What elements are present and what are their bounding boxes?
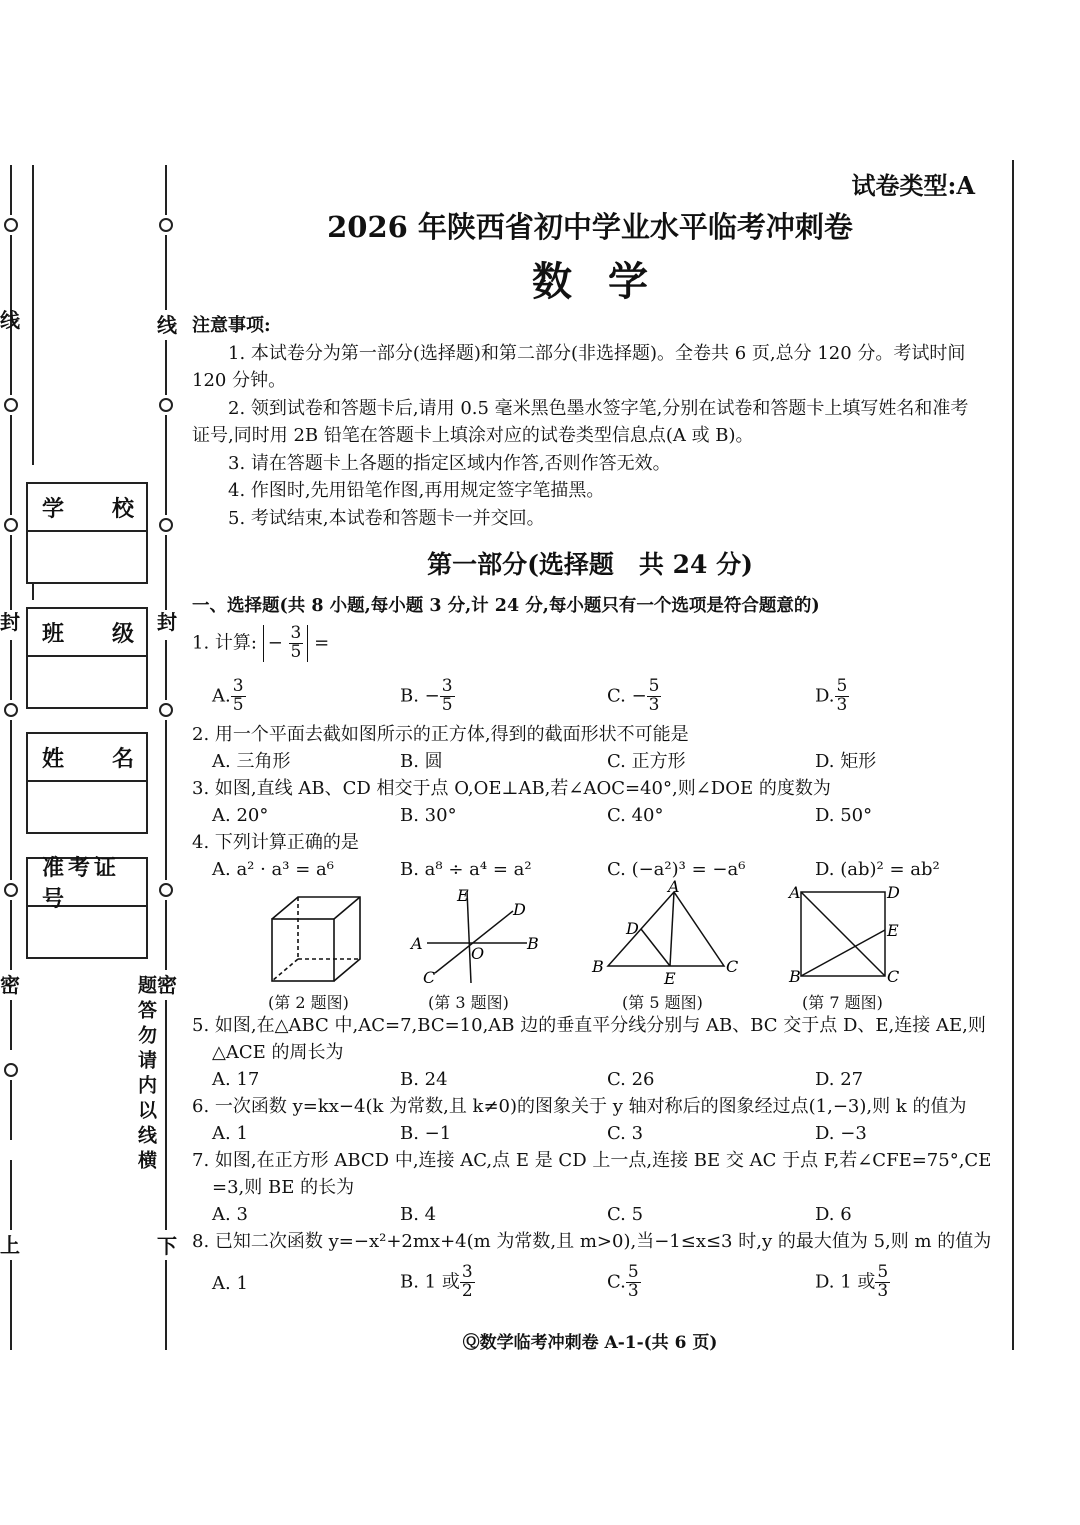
q2-option-d[interactable]: D. 矩形: [815, 751, 877, 772]
q7-option-d[interactable]: D. 6: [815, 1204, 852, 1225]
binding-hole: [159, 703, 173, 717]
q8-option-a[interactable]: A. 1: [212, 1273, 248, 1294]
q1-option-d[interactable]: D. $\frac{5}{3}$: [815, 676, 848, 715]
q3-option-c[interactable]: C. 40°: [607, 805, 664, 826]
q1-minus: −: [267, 632, 283, 654]
fig7-label-A: A: [789, 883, 801, 902]
q2-option-b[interactable]: B. 圆: [400, 751, 443, 772]
class-box: [26, 607, 148, 709]
binder-label-secret: 密: [0, 973, 20, 997]
q8-option-d[interactable]: D. 1 或 $\frac{5}{3}$: [815, 1262, 889, 1301]
figure-2-caption: (第 2 题图): [268, 993, 349, 1012]
fig3-label-E: E: [457, 886, 469, 905]
fig7-label-B: B: [789, 967, 801, 986]
q1-option-c[interactable]: C. − $\frac{5}{3}$: [607, 676, 660, 715]
figure-triangle: [590, 880, 740, 990]
binding-hole: [159, 518, 173, 532]
exam-id-field[interactable]: [28, 907, 146, 957]
q8-option-c[interactable]: C. $\frac{5}{3}$: [607, 1262, 639, 1301]
question-3: 3. 如图,直线 AB、CD 相交于点 O,OE⊥AB,若∠AOC=40°,则∠DOE 的度数为: [192, 778, 831, 799]
q1-eq: =: [314, 632, 330, 654]
q3-option-a[interactable]: A. 20°: [212, 805, 269, 826]
q4-option-a[interactable]: A. a² · a³ = a⁶: [212, 859, 334, 880]
note-item: 5. 考试结束,本试卷和答题卡一并交回。: [228, 507, 545, 529]
paper-type: 试卷类型:A: [851, 171, 975, 200]
fig3-label-D: D: [513, 900, 526, 919]
question-5-line1: 5. 如图,在△ABC 中,AC=7,BC=10,AB 边的垂直平分线分别与 AB、BC 交于点 D、E,连接 AE,则: [192, 1015, 986, 1036]
note-item: 4. 作图时,先用铅笔作图,再用规定签字笔描黑。: [228, 480, 605, 501]
q3-option-d[interactable]: D. 50°: [815, 805, 873, 826]
q6-option-c[interactable]: C. 3: [607, 1123, 644, 1144]
figure-intersecting-lines: [405, 883, 545, 988]
q1-stem: 1. 计算:: [192, 632, 257, 654]
figure-5-caption: (第 5 题图): [622, 993, 703, 1012]
note-item: 3. 请在答题卡上各题的指定区域内作答,否则作答无效。: [228, 452, 671, 474]
name-field[interactable]: [28, 782, 146, 832]
q8-option-b[interactable]: B. 1 或 $\frac{3}{2}$: [400, 1262, 473, 1301]
fig3-label-A: A: [411, 934, 423, 953]
fig5-label-D: D: [626, 919, 639, 938]
q7-option-a[interactable]: A. 3: [212, 1204, 248, 1225]
fig5-label-C: C: [726, 957, 739, 976]
notes-heading: 注意事项:: [192, 315, 271, 336]
binding-hole: [159, 883, 173, 897]
exam-id-label: 准考证号: [42, 855, 121, 912]
fig7-label-E: E: [887, 921, 899, 940]
part1-title: 第一部分(选择题 共 24 分): [427, 550, 753, 579]
fig5-label-E: E: [664, 969, 676, 988]
school-field[interactable]: [28, 532, 146, 582]
binder-label-line: 线: [0, 308, 20, 332]
q3-option-b[interactable]: B. 30°: [400, 805, 457, 826]
inner-label-line: 线: [157, 313, 177, 337]
q5-option-d[interactable]: D. 27: [815, 1069, 864, 1090]
figure-square: [785, 880, 910, 990]
subject-title: 数学: [532, 258, 684, 305]
q2-option-c[interactable]: C. 正方形: [607, 751, 686, 772]
q5-option-c[interactable]: C. 26: [607, 1069, 655, 1090]
question-1: [192, 625, 329, 662]
q1-num: 3: [290, 623, 302, 643]
binding-hole: [159, 218, 173, 232]
q6-option-b[interactable]: B. −1: [400, 1123, 452, 1144]
question-8: 8. 已知二次函数 y=−x²+2mx+4(m 为常数,且 m>0),当−1≤x≤3 时,y 的最大值为 5,则 m 的值为: [192, 1231, 992, 1252]
fig5-label-B: B: [592, 957, 604, 976]
question-7-line2: =3,则 BE 的长为: [212, 1177, 355, 1198]
q7-option-b[interactable]: B. 4: [400, 1204, 437, 1225]
name-box: [26, 732, 148, 834]
binder-label-seal: 封: [0, 610, 20, 634]
class-field[interactable]: [28, 657, 146, 707]
fig5-label-A: A: [668, 880, 680, 896]
figure-3-caption: (第 3 题图): [428, 993, 509, 1012]
inner-label-secret: 密: [157, 973, 177, 997]
fig7-label-D: D: [887, 883, 900, 902]
binding-hole: [4, 883, 18, 897]
binding-hole: [4, 398, 18, 412]
question-7-line1: 7. 如图,在正方形 ABCD 中,连接 AC,点 E 是 CD 上一点,连接 BE 交 AC 于点 F,若∠CFE=75°,CE: [192, 1150, 992, 1171]
name-label-right: 名: [111, 745, 134, 772]
q5-option-b[interactable]: B. 24: [400, 1069, 448, 1090]
no-answer-warning: 题答勿请内以线横: [135, 975, 157, 1175]
q6-option-d[interactable]: D. −3: [815, 1123, 867, 1144]
binder-label-up: 上: [0, 1233, 20, 1257]
figure-7-caption: (第 7 题图): [802, 993, 883, 1012]
fig3-label-O: O: [471, 944, 485, 963]
fig7-label-C: C: [887, 967, 900, 986]
binding-hole: [4, 703, 18, 717]
school-label-left: 学: [42, 495, 65, 522]
exam-id-box: [26, 857, 148, 959]
class-label-left: 班: [42, 620, 65, 647]
note-item: 1. 本试卷分为第一部分(选择题)和第二部分(非选择题)。全卷共 6 页,总分 120 分。考试时间 120 分钟。: [192, 342, 966, 391]
binding-hole: [159, 398, 173, 412]
q4-option-d[interactable]: D. (ab)² = ab²: [815, 859, 940, 880]
question-4: 4. 下列计算正确的是: [192, 832, 359, 853]
name-label-left: 姓: [42, 745, 65, 772]
q6-option-a[interactable]: A. 1: [212, 1123, 248, 1144]
figure-cube: [262, 893, 372, 988]
inner-label-seal: 封: [157, 610, 177, 634]
q1-option-b[interactable]: B. − $\frac{3}{5}$: [400, 676, 453, 715]
question-5-line2: △ACE 的周长为: [212, 1042, 344, 1063]
fig3-label-B: B: [527, 934, 539, 953]
q4-option-c[interactable]: C. (−a²)³ = −a⁶: [607, 859, 746, 880]
binding-hole: [4, 518, 18, 532]
notes-section: [192, 312, 982, 532]
page-footer: Ⓠ数学临考冲刺卷 A-1-(共 6 页): [462, 1333, 718, 1353]
q1-den: 5: [290, 641, 302, 662]
section-instructions: 一、选择题(共 8 小题,每小题 3 分,计 24 分,每小题只有一个选项是符合题意的): [192, 596, 820, 616]
question-6: 6. 一次函数 y=kx−4(k 为常数,且 k≠0)的图象关于 y 轴对称后的图象经过点(1,−3),则 k 的值为: [192, 1096, 967, 1117]
school-box: [26, 482, 148, 584]
inner-label-down: 下: [157, 1234, 177, 1258]
exam-title: 2026 年陕西省初中学业水平临考冲刺卷: [327, 210, 853, 244]
question-2: 2. 用一个平面去截如图所示的正方体,得到的截面形状不可能是: [192, 724, 689, 745]
q7-option-c[interactable]: C. 5: [607, 1204, 644, 1225]
binding-hole: [4, 1063, 18, 1077]
q1-option-a[interactable]: A. $\frac{3}{5}$: [212, 676, 244, 715]
binding-hole: [4, 218, 18, 232]
class-label-right: 级: [111, 620, 134, 647]
fig3-label-C: C: [423, 968, 436, 987]
q2-option-a[interactable]: A. 三角形: [212, 751, 291, 772]
note-item: 2. 领到试卷和答题卡后,请用 0.5 毫米黑色墨水签字笔,分别在试卷和答题卡上填写姓名和准考证号,同时用 2B 铅笔在答题卡上填涂对应的试卷类型信息点(A 或 B)。: [192, 397, 969, 446]
q5-option-a[interactable]: A. 17: [212, 1069, 260, 1090]
school-label-right: 校: [111, 495, 134, 522]
q4-option-b[interactable]: B. a⁸ ÷ a⁴ = a²: [400, 859, 532, 880]
